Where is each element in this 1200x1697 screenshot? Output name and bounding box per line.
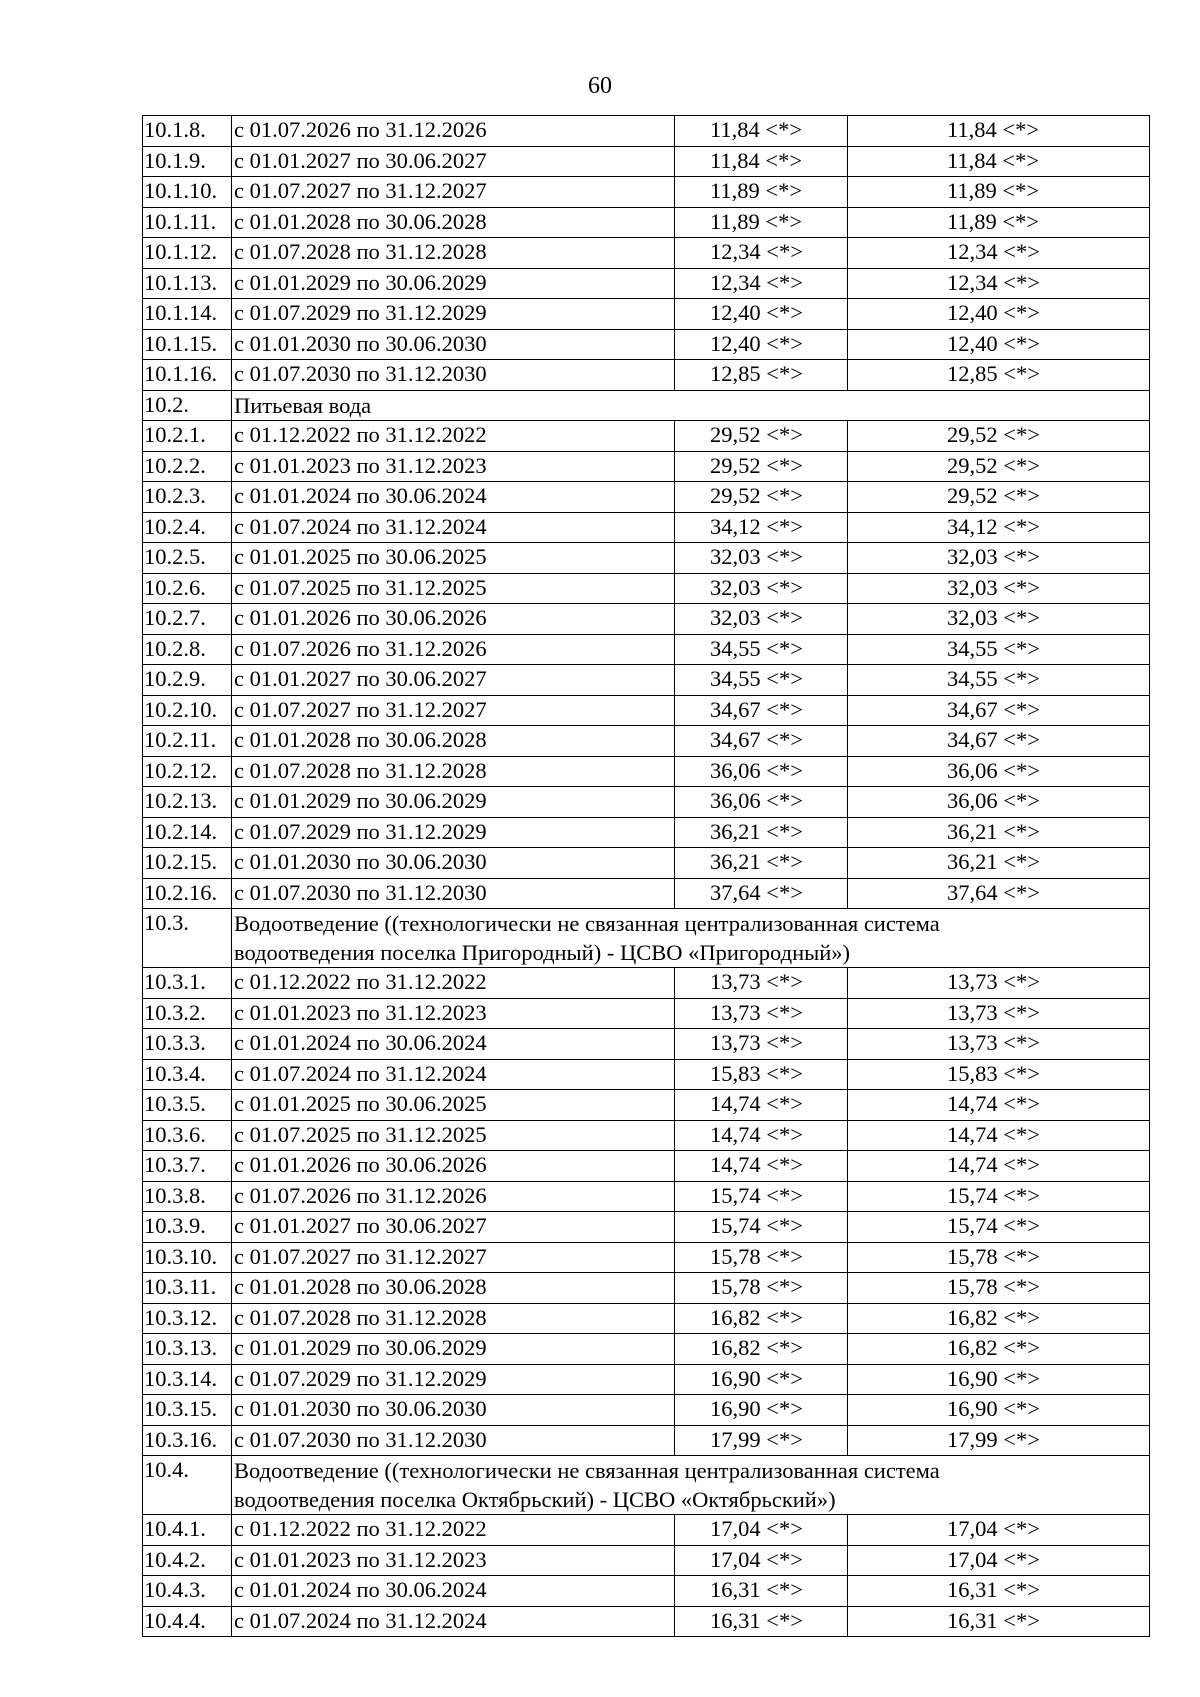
value2-cell: 15,78 <*>: [848, 1273, 1150, 1304]
row-number: 10.2.4.: [143, 512, 232, 543]
value2-cell: 16,31 <*>: [848, 1576, 1150, 1607]
period-cell: с 01.07.2024 по 31.12.2024: [232, 512, 675, 543]
value2-cell: 16,90 <*>: [848, 1395, 1150, 1426]
period-cell: с 01.01.2030 по 30.06.2030: [232, 329, 675, 360]
period-cell: с 01.01.2024 по 30.06.2024: [232, 1576, 675, 1607]
value2-cell: 15,83 <*>: [848, 1059, 1150, 1090]
row-number: 10.1.10.: [143, 177, 232, 208]
table-row: [143, 726, 1150, 757]
period-cell: с 01.12.2022 по 31.12.2022: [232, 421, 675, 452]
value1-cell: 15,74 <*>: [675, 1181, 848, 1212]
table-row: [143, 1303, 1150, 1334]
value2-cell: 12,40 <*>: [848, 299, 1150, 330]
value1-cell: 16,90 <*>: [675, 1395, 848, 1426]
value2-cell: 14,74 <*>: [848, 1151, 1150, 1182]
row-number: 10.2.3.: [143, 482, 232, 513]
value2-cell: 32,03 <*>: [848, 604, 1150, 635]
value2-cell: 34,55 <*>: [848, 634, 1150, 665]
value1-cell: 36,06 <*>: [675, 756, 848, 787]
value1-cell: 34,67 <*>: [675, 726, 848, 757]
value1-cell: 32,03 <*>: [675, 543, 848, 574]
value2-cell: 12,34 <*>: [848, 238, 1150, 269]
row-number: 10.2.12.: [143, 756, 232, 787]
table-row: [143, 177, 1150, 208]
value1-cell: 11,89 <*>: [675, 177, 848, 208]
table-row: [143, 968, 1150, 999]
period-cell: с 01.07.2025 по 31.12.2025: [232, 573, 675, 604]
value2-cell: 11,84 <*>: [848, 116, 1150, 147]
table-row: [143, 1364, 1150, 1395]
table-row: [143, 1090, 1150, 1121]
period-cell: с 01.01.2029 по 30.06.2029: [232, 268, 675, 299]
row-number: 10.1.14.: [143, 299, 232, 330]
row-number: 10.2.5.: [143, 543, 232, 574]
row-number: 10.2.16.: [143, 878, 232, 909]
period-cell: с 01.07.2028 по 31.12.2028: [232, 756, 675, 787]
period-cell: с 01.07.2029 по 31.12.2029: [232, 299, 675, 330]
value1-cell: 12,34 <*>: [675, 268, 848, 299]
period-cell: с 01.07.2027 по 31.12.2027: [232, 177, 675, 208]
value2-cell: 14,74 <*>: [848, 1090, 1150, 1121]
value1-cell: 14,74 <*>: [675, 1090, 848, 1121]
section-row: [143, 1456, 1150, 1515]
row-number: 10.3.14.: [143, 1364, 232, 1395]
section-title: [232, 909, 1150, 968]
row-number: 10.2.8.: [143, 634, 232, 665]
row-number: 10.2.6.: [143, 573, 232, 604]
value1-cell: 13,73 <*>: [675, 1029, 848, 1060]
table-row: [143, 1576, 1150, 1607]
value2-cell: 16,82 <*>: [848, 1334, 1150, 1365]
value1-cell: 14,74 <*>: [675, 1120, 848, 1151]
table-row: [143, 1181, 1150, 1212]
value1-cell: 29,52 <*>: [675, 421, 848, 452]
row-number: 10.3.5.: [143, 1090, 232, 1121]
value1-cell: 12,34 <*>: [675, 238, 848, 269]
value1-cell: 32,03 <*>: [675, 573, 848, 604]
table-row: [143, 512, 1150, 543]
table-row: [143, 207, 1150, 238]
value2-cell: 34,12 <*>: [848, 512, 1150, 543]
value2-cell: 32,03 <*>: [848, 543, 1150, 574]
value2-cell: 11,89 <*>: [848, 207, 1150, 238]
row-number: 10.2.2.: [143, 451, 232, 482]
row-number: 10.1.12.: [143, 238, 232, 269]
value1-cell: 34,55 <*>: [675, 634, 848, 665]
period-cell: с 01.07.2030 по 31.12.2030: [232, 360, 675, 391]
table-row: [143, 482, 1150, 513]
row-number: 10.3.11.: [143, 1273, 232, 1304]
row-number: 10.3.6.: [143, 1120, 232, 1151]
tariff-table-body: [143, 116, 1150, 1637]
value1-cell: 32,03 <*>: [675, 604, 848, 635]
table-row: [143, 1515, 1150, 1546]
period-cell: с 01.01.2024 по 30.06.2024: [232, 482, 675, 513]
table-row: [143, 634, 1150, 665]
value1-cell: 15,78 <*>: [675, 1273, 848, 1304]
period-cell: с 01.01.2026 по 30.06.2026: [232, 1151, 675, 1182]
period-cell: с 01.01.2026 по 30.06.2026: [232, 604, 675, 635]
value1-cell: 16,90 <*>: [675, 1364, 848, 1395]
value2-cell: 11,89 <*>: [848, 177, 1150, 208]
period-cell: с 01.07.2025 по 31.12.2025: [232, 1120, 675, 1151]
section-title-line: Питьевая вода: [234, 392, 372, 418]
row-number: 10.3.7.: [143, 1151, 232, 1182]
table-row: [143, 543, 1150, 574]
value1-cell: 36,21 <*>: [675, 817, 848, 848]
period-cell: с 01.07.2029 по 31.12.2029: [232, 1364, 675, 1395]
table-row: [143, 421, 1150, 452]
tariff-table: [142, 115, 1150, 1637]
section-title-line: Водоотведение ((технологически не связанная централизованная система: [234, 911, 940, 936]
value1-cell: 12,40 <*>: [675, 299, 848, 330]
period-cell: с 01.12.2022 по 31.12.2022: [232, 1515, 675, 1546]
value2-cell: 36,21 <*>: [848, 848, 1150, 879]
value1-cell: 12,40 <*>: [675, 329, 848, 360]
section-row: [143, 390, 1150, 421]
period-cell: с 01.07.2028 по 31.12.2028: [232, 238, 675, 269]
value1-cell: 16,31 <*>: [675, 1606, 848, 1637]
value1-cell: 11,84 <*>: [675, 146, 848, 177]
value1-cell: 34,55 <*>: [675, 665, 848, 696]
table-row: [143, 604, 1150, 635]
table-row: [143, 998, 1150, 1029]
period-cell: с 01.01.2028 по 30.06.2028: [232, 726, 675, 757]
section-title-line: водоотведения поселка Октябрьский) - ЦСВО «Октябрьский»): [234, 1487, 836, 1512]
value1-cell: 13,73 <*>: [675, 998, 848, 1029]
row-number: 10.4.1.: [143, 1515, 232, 1546]
value2-cell: 32,03 <*>: [848, 573, 1150, 604]
value1-cell: 34,12 <*>: [675, 512, 848, 543]
value2-cell: 34,67 <*>: [848, 695, 1150, 726]
value1-cell: 34,67 <*>: [675, 695, 848, 726]
period-cell: с 01.07.2029 по 31.12.2029: [232, 817, 675, 848]
row-number: 10.2.13.: [143, 787, 232, 818]
table-row: [143, 238, 1150, 269]
table-row: [143, 756, 1150, 787]
value1-cell: 15,74 <*>: [675, 1212, 848, 1243]
period-cell: с 01.01.2029 по 30.06.2029: [232, 1334, 675, 1365]
table-row: [143, 1120, 1150, 1151]
value2-cell: 13,73 <*>: [848, 998, 1150, 1029]
table-row: [143, 1029, 1150, 1060]
value2-cell: 34,67 <*>: [848, 726, 1150, 757]
period-cell: с 01.07.2027 по 31.12.2027: [232, 1242, 675, 1273]
table-row: [143, 1242, 1150, 1273]
value2-cell: 29,52 <*>: [848, 451, 1150, 482]
section-row: [143, 909, 1150, 968]
value2-cell: 16,90 <*>: [848, 1364, 1150, 1395]
row-number: 10.1.15.: [143, 329, 232, 360]
value2-cell: 15,74 <*>: [848, 1212, 1150, 1243]
table-row: [143, 1334, 1150, 1365]
table-row: [143, 360, 1150, 391]
value1-cell: 17,04 <*>: [675, 1515, 848, 1546]
period-cell: с 01.07.2026 по 31.12.2026: [232, 634, 675, 665]
table-row: [143, 1212, 1150, 1243]
table-row: [143, 695, 1150, 726]
section-title: [232, 390, 1150, 421]
row-number: 10.1.8.: [143, 116, 232, 147]
value1-cell: 15,83 <*>: [675, 1059, 848, 1090]
row-number: 10.3.13.: [143, 1334, 232, 1365]
period-cell: с 01.01.2030 по 30.06.2030: [232, 848, 675, 879]
row-number: 10.4.2.: [143, 1545, 232, 1576]
row-number: 10.3.9.: [143, 1212, 232, 1243]
value1-cell: 12,85 <*>: [675, 360, 848, 391]
value1-cell: 37,64 <*>: [675, 878, 848, 909]
table-row: [143, 1606, 1150, 1637]
row-number: 10.4.4.: [143, 1606, 232, 1637]
value2-cell: 12,40 <*>: [848, 329, 1150, 360]
period-cell: с 01.07.2026 по 31.12.2026: [232, 116, 675, 147]
value2-cell: 36,06 <*>: [848, 756, 1150, 787]
table-row: [143, 1545, 1150, 1576]
row-number: 10.2.11.: [143, 726, 232, 757]
table-row: [143, 451, 1150, 482]
value2-cell: 11,84 <*>: [848, 146, 1150, 177]
value1-cell: 29,52 <*>: [675, 482, 848, 513]
value2-cell: 36,06 <*>: [848, 787, 1150, 818]
table-row: [143, 1059, 1150, 1090]
value2-cell: 34,55 <*>: [848, 665, 1150, 696]
value1-cell: 17,99 <*>: [675, 1425, 848, 1456]
table-row: [143, 116, 1150, 147]
value1-cell: 16,82 <*>: [675, 1303, 848, 1334]
value1-cell: 13,73 <*>: [675, 968, 848, 999]
value2-cell: 17,99 <*>: [848, 1425, 1150, 1456]
row-number: 10.2.14.: [143, 817, 232, 848]
row-number: 10.3.10.: [143, 1242, 232, 1273]
row-number: 10.2.15.: [143, 848, 232, 879]
period-cell: с 01.07.2028 по 31.12.2028: [232, 1303, 675, 1334]
value2-cell: 13,73 <*>: [848, 968, 1150, 999]
table-row: [143, 146, 1150, 177]
value2-cell: 29,52 <*>: [848, 482, 1150, 513]
period-cell: с 01.01.2028 по 30.06.2028: [232, 207, 675, 238]
period-cell: с 01.01.2030 по 30.06.2030: [232, 1395, 675, 1426]
period-cell: с 01.12.2022 по 31.12.2022: [232, 968, 675, 999]
value1-cell: 14,74 <*>: [675, 1151, 848, 1182]
period-cell: с 01.07.2026 по 31.12.2026: [232, 1181, 675, 1212]
value1-cell: 16,31 <*>: [675, 1576, 848, 1607]
row-number: 10.1.11.: [143, 207, 232, 238]
period-cell: с 01.01.2025 по 30.06.2025: [232, 543, 675, 574]
value2-cell: 14,74 <*>: [848, 1120, 1150, 1151]
period-cell: с 01.07.2030 по 31.12.2030: [232, 1425, 675, 1456]
table-row: [143, 817, 1150, 848]
value1-cell: 16,82 <*>: [675, 1334, 848, 1365]
row-number: 10.3.: [143, 909, 232, 968]
table-row: [143, 1151, 1150, 1182]
value2-cell: 13,73 <*>: [848, 1029, 1150, 1060]
table-row: [143, 878, 1150, 909]
value1-cell: 11,89 <*>: [675, 207, 848, 238]
row-number: 10.3.1.: [143, 968, 232, 999]
row-number: 10.1.9.: [143, 146, 232, 177]
table-row: [143, 1425, 1150, 1456]
table-row: [143, 1395, 1150, 1426]
value2-cell: 16,82 <*>: [848, 1303, 1150, 1334]
row-number: 10.2.: [143, 390, 232, 421]
row-number: 10.1.13.: [143, 268, 232, 299]
period-cell: с 01.07.2024 по 31.12.2024: [232, 1606, 675, 1637]
value2-cell: 29,52 <*>: [848, 421, 1150, 452]
row-number: 10.2.1.: [143, 421, 232, 452]
value2-cell: 17,04 <*>: [848, 1515, 1150, 1546]
table-row: [143, 665, 1150, 696]
row-number: 10.2.9.: [143, 665, 232, 696]
row-number: 10.3.4.: [143, 1059, 232, 1090]
period-cell: с 01.01.2023 по 31.12.2023: [232, 998, 675, 1029]
period-cell: с 01.01.2023 по 31.12.2023: [232, 1545, 675, 1576]
period-cell: с 01.01.2028 по 30.06.2028: [232, 1273, 675, 1304]
row-number: 10.3.15.: [143, 1395, 232, 1426]
section-title-line: водоотведения поселка Пригородный) - ЦСВО «Пригородный»): [234, 940, 851, 965]
table-row: [143, 787, 1150, 818]
value2-cell: 36,21 <*>: [848, 817, 1150, 848]
row-number: 10.3.3.: [143, 1029, 232, 1060]
period-cell: с 01.07.2030 по 31.12.2030: [232, 878, 675, 909]
row-number: 10.4.3.: [143, 1576, 232, 1607]
row-number: 10.2.10.: [143, 695, 232, 726]
value2-cell: 12,34 <*>: [848, 268, 1150, 299]
period-cell: с 01.01.2023 по 31.12.2023: [232, 451, 675, 482]
value1-cell: 36,06 <*>: [675, 787, 848, 818]
value2-cell: 12,85 <*>: [848, 360, 1150, 391]
row-number: 10.2.7.: [143, 604, 232, 635]
period-cell: с 01.01.2025 по 30.06.2025: [232, 1090, 675, 1121]
value2-cell: 37,64 <*>: [848, 878, 1150, 909]
period-cell: с 01.07.2024 по 31.12.2024: [232, 1059, 675, 1090]
row-number: 10.1.16.: [143, 360, 232, 391]
row-number: 10.3.16.: [143, 1425, 232, 1456]
value1-cell: 15,78 <*>: [675, 1242, 848, 1273]
value2-cell: 15,74 <*>: [848, 1181, 1150, 1212]
period-cell: с 01.01.2024 по 30.06.2024: [232, 1029, 675, 1060]
table-row: [143, 299, 1150, 330]
row-number: 10.3.2.: [143, 998, 232, 1029]
period-cell: с 01.01.2027 по 30.06.2027: [232, 146, 675, 177]
value1-cell: 36,21 <*>: [675, 848, 848, 879]
value1-cell: 11,84 <*>: [675, 116, 848, 147]
period-cell: с 01.01.2027 по 30.06.2027: [232, 1212, 675, 1243]
table-row: [143, 573, 1150, 604]
section-title-line: Водоотведение ((технологически не связанная централизованная система: [234, 1458, 940, 1483]
period-cell: с 01.01.2029 по 30.06.2029: [232, 787, 675, 818]
period-cell: с 01.01.2027 по 30.06.2027: [232, 665, 675, 696]
section-title: [232, 1456, 1150, 1515]
value1-cell: 29,52 <*>: [675, 451, 848, 482]
value2-cell: 15,78 <*>: [848, 1242, 1150, 1273]
value2-cell: 16,31 <*>: [848, 1606, 1150, 1637]
value2-cell: 17,04 <*>: [848, 1545, 1150, 1576]
table-row: [143, 329, 1150, 360]
period-cell: с 01.07.2027 по 31.12.2027: [232, 695, 675, 726]
table-row: [143, 268, 1150, 299]
row-number: 10.4.: [143, 1456, 232, 1515]
row-number: 10.3.8.: [143, 1181, 232, 1212]
table-row: [143, 848, 1150, 879]
row-number: 10.3.12.: [143, 1303, 232, 1334]
table-row: [143, 1273, 1150, 1304]
value1-cell: 17,04 <*>: [675, 1545, 848, 1576]
page-number: 60: [588, 73, 612, 99]
